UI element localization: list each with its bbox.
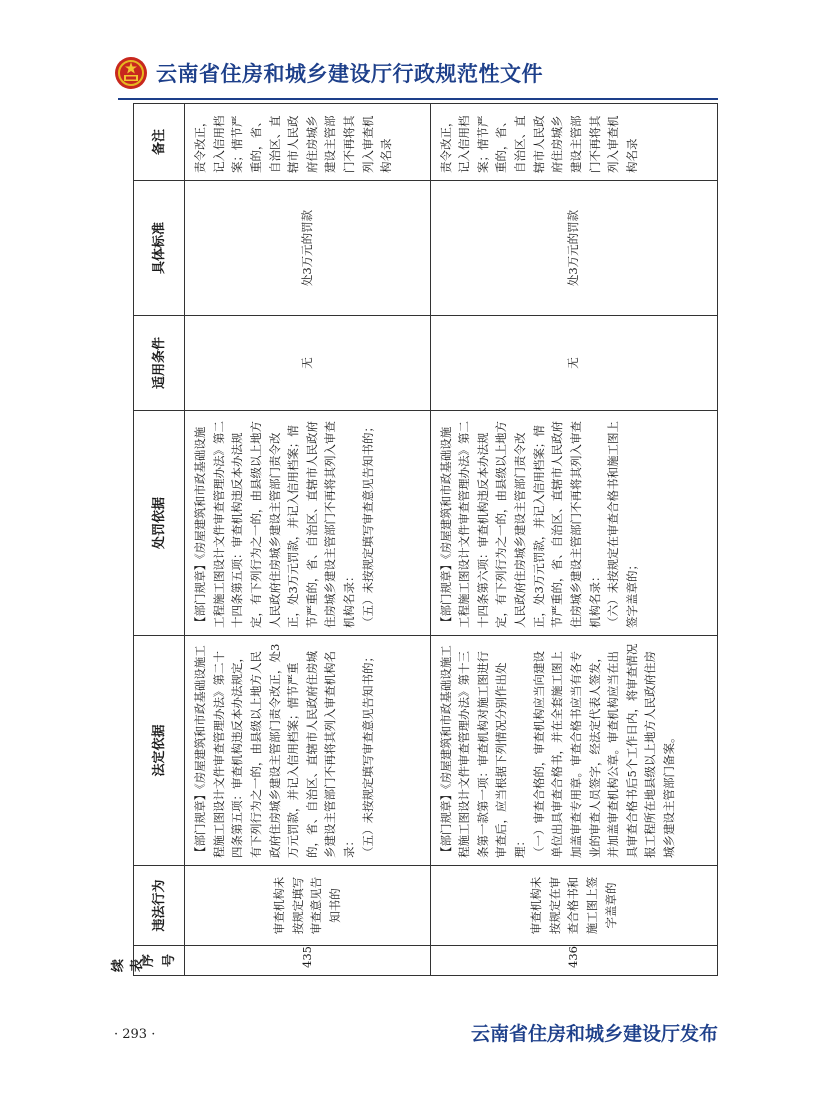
row-number: 435 — [185, 946, 430, 976]
applicable-condition: 无 — [430, 316, 717, 411]
specific-standard: 处3万元的罚款 — [185, 181, 430, 316]
column-header-behavior: 违法行为 — [134, 866, 185, 946]
penalty-table-container — [133, 104, 718, 976]
penalty-basis-text: 【部门规章】《房屋建筑和市政基础设施工程施工图设计文件审查管理办法》第二十四条第六项：审查机构违反本办法规定，有下列行为之一的，由县级以上地方人民政府住房城乡建设主管部门责令改正，处3万元罚款，并记入信用档案；情节严重的，省、自治区、直辖市人民政府住房城乡建设主管部门不再将其列入审查机构名录： （六）未按规定在审查合格书和施工图上签字盖章的； — [438, 421, 639, 628]
column-header-condition: 适用条件 — [134, 316, 185, 411]
penalty-basis — [430, 411, 717, 636]
penalty-table — [133, 103, 718, 976]
remarks-text: 责令改正，记入信用档案；情节严重的，省、自治区、直辖市人民政府住房城乡建设主管部门不再将其列入审查机构名录 — [438, 115, 639, 173]
publisher-label: 云南省住房和城乡建设厅发布 — [470, 1023, 718, 1045]
legal-basis — [185, 636, 430, 866]
legal-basis-text: 【部门规章】《房屋建筑和市政基础设施工程施工图设计文件审查管理办法》第二十四条第五项：审查机构违反本办法规定，有下列行为之一的，由县级以上地方人民政府住房城乡建设主管部门责令改正，处3万元罚款，并记入信用档案；情节严重的，省、自治区、直辖市人民政府住房城乡建设主管部门不再将其列入审查机构名录： （五）未按规定填写审查意见告知书的； — [193, 643, 375, 858]
page-number: · 293 · — [114, 1027, 156, 1042]
violation-behavior-text: 审查机构未按规定填写审查意见告知书的 — [272, 876, 342, 935]
violation-behavior — [430, 866, 717, 946]
column-header-no: 序号 — [134, 946, 185, 976]
remarks — [430, 104, 717, 181]
applicable-condition: 无 — [185, 316, 430, 411]
specific-standard: 处3万元的罚款 — [430, 181, 717, 316]
violation-behavior — [185, 866, 430, 946]
penalty-basis — [185, 411, 430, 636]
table-row — [185, 104, 430, 976]
violation-behavior-text: 审查机构未按规定在审查合格书和施工图上签字盖章的 — [529, 876, 618, 935]
continued-label: 续表 — [111, 958, 145, 972]
penalty-basis-text: 【部门规章】《房屋建筑和市政基础设施工程施工图设计文件审查管理办法》第二十四条第五项：审查机构违反本办法规定，有下列行为之一的，由县级以上地方人民政府住房城乡建设主管部门责令改正，处3万元罚款，并记入信用档案；情节严重的，省、自治区、直辖市人民政府住房城乡建设主管部门不再将其列入审查机构名录： （五）未按规定填写审查意见告知书的； — [193, 421, 375, 628]
legal-basis — [430, 636, 717, 866]
column-header-remarks: 备注 — [134, 104, 185, 181]
column-header-legal-basis: 法定依据 — [134, 636, 185, 866]
column-header-penalty-basis: 处罚依据 — [134, 411, 185, 636]
remarks — [185, 104, 430, 181]
remarks-text: 责令改正，记入信用档案；情节严重的，省、自治区、直辖市人民政府住房城乡建设主管部门不再将其列入审查机构名录 — [193, 115, 394, 173]
table-header-row — [134, 104, 185, 976]
national-emblem-icon — [114, 56, 148, 90]
row-number: 436 — [430, 946, 717, 976]
header-divider — [118, 98, 718, 100]
legal-basis-text: 【部门规章】《房屋建筑和市政基础设施工程施工图设计文件审查管理办法》第十三条第一款第一项：审查机构对施工图进行审查后，应当根据下列情况分别作出处理： （一）审查合格的，审查机构应当向建设单位出具审查合格书，并在全套施工图上加盖审查专用章。审查合格书应当有各专业的审查人员签字，经法定代表人签发，并加盖审查机构公章。审查机构应当在出具审查合格书后5个工作日内，将审查情况报工程所在地县级以上地方人民政府住房城乡建设主管部门备案。 — [438, 643, 677, 858]
column-header-standard: 具体标准 — [134, 181, 185, 316]
document-title: 云南省住房和城乡建设厅行政规范性文件 — [156, 62, 543, 86]
table-row — [430, 104, 717, 976]
document-header — [114, 56, 543, 90]
